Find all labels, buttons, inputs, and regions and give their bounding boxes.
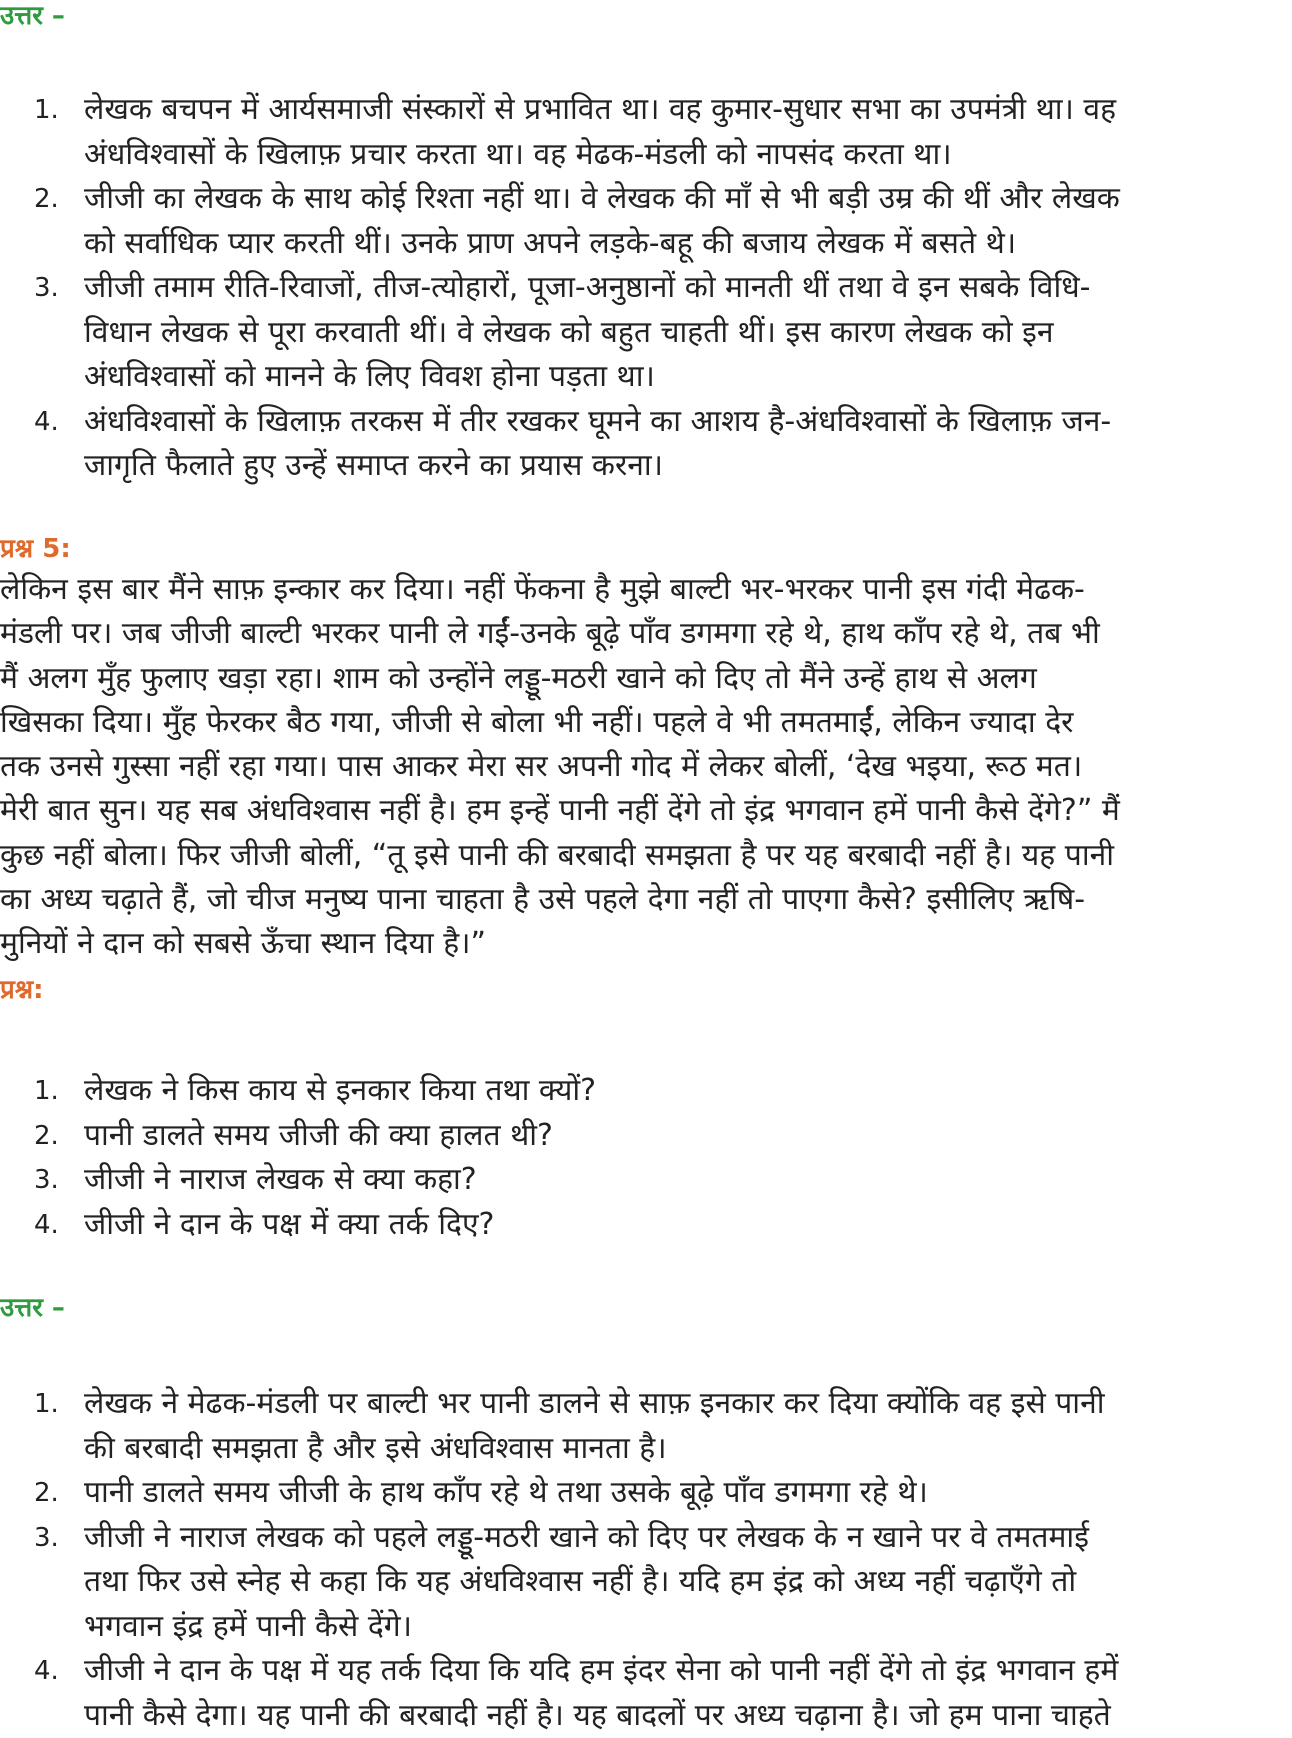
question-item-3 bbox=[0, 1158, 1290, 1203]
answer-1-item-1 bbox=[0, 88, 1290, 177]
item-number: 2. bbox=[34, 1114, 59, 1159]
questions-heading: प्रश्न: bbox=[0, 974, 44, 1006]
answer-list-1 bbox=[0, 88, 1290, 489]
passage-line: मुनियों ने दान को सबसे ऊँचा स्थान दिया है।” bbox=[0, 922, 1292, 966]
item-line: जीजी का लेखक के साथ कोई रिश्ता नहीं था। वे लेखक की माँ से भी बड़ी उम्र की थीं और लेखक bbox=[84, 177, 1290, 222]
question-list bbox=[0, 1069, 1290, 1247]
item-line: जीजी ने नाराज लेखक से क्या कहा? bbox=[84, 1158, 1290, 1203]
answer-2-item-3 bbox=[0, 1516, 1290, 1650]
item-line: भगवान इंद्र हमें पानी कैसे देंगे। bbox=[84, 1605, 1290, 1650]
question-5-heading: प्रश्न 5: bbox=[0, 533, 71, 565]
item-line: अंधविश्वासों के खिलाफ़ तरकस में तीर रखकर घूमने का आशय है-अंधविश्वासों के खिलाफ़ जन- bbox=[84, 400, 1290, 445]
answer-heading-2: उत्तर – bbox=[0, 1292, 65, 1324]
item-line: जीजी तमाम रीति-रिवाजों, तीज-त्योहारों, पूजा-अनुष्ठानों को मानती थीं तथा वे इन सबके विधि- bbox=[84, 266, 1290, 311]
passage-line: लेकिन इस बार मैंने साफ़ इन्कार कर दिया। नहीं फेंकना है मुझे बाल्टी भर-भरकर पानी इस गंदी मेढक- bbox=[0, 568, 1292, 612]
item-line: जीजी ने दान के पक्ष में क्या तर्क दिए? bbox=[84, 1203, 1290, 1248]
item-line: पानी डालते समय जीजी के हाथ काँप रहे थे तथा उसके बूढ़े पाँव डगमगा रहे थे। bbox=[84, 1471, 1290, 1516]
item-line: अंधविश्वासों को मानने के लिए विवश होना पड़ता था। bbox=[84, 355, 1290, 400]
item-number: 1. bbox=[34, 88, 59, 133]
item-line: को सर्वाधिक प्यार करती थीं। उनके प्राण अपने लड़के-बहू की बजाय लेखक में बसते थे। bbox=[84, 222, 1290, 267]
item-number: 4. bbox=[34, 400, 59, 445]
passage-line: मंडली पर। जब जीजी बाल्टी भरकर पानी ले गईं-उनके बूढ़े पाँव डगमगा रहे थे, हाथ काँप रहे थे, तब भी bbox=[0, 612, 1292, 656]
item-line: विधान लेखक से पूरा करवाती थीं। वे लेखक को बहुत चाहती थीं। इस कारण लेखक को इन bbox=[84, 311, 1290, 356]
answer-heading-1: उत्तर – bbox=[0, 0, 65, 32]
item-line: लेखक बचपन में आर्यसमाजी संस्कारों से प्रभावित था। वह कुमार-सुधार सभा का उपमंत्री था। वह bbox=[84, 88, 1290, 133]
item-line: जीजी ने दान के पक्ष में यह तर्क दिया कि यदि हम इंदर सेना को पानी नहीं देंगे तो इंद्र भगवान हमें bbox=[84, 1649, 1290, 1694]
item-number: 4. bbox=[34, 1649, 59, 1694]
item-number: 3. bbox=[34, 266, 59, 311]
passage-line: खिसका दिया। मुँह फेरकर बैठ गया, जीजी से बोला भी नहीं। पहले वे भी तमतमाईं, लेकिन ज्यादा देर bbox=[0, 701, 1292, 745]
item-line: तथा फिर उसे स्नेह से कहा कि यह अंधविश्वास नहीं है। यदि हम इंद्र को अध्य नहीं चढ़ाएँगे तो bbox=[84, 1560, 1290, 1605]
item-line: पानी डालते समय जीजी की क्या हालत थी? bbox=[84, 1114, 1290, 1159]
answer-1-item-3 bbox=[0, 266, 1290, 400]
item-line: लेखक ने किस काय से इनकार किया तथा क्यों? bbox=[84, 1069, 1290, 1114]
item-number: 4. bbox=[34, 1203, 59, 1248]
passage-line: का अध्य चढ़ाते हैं, जो चीज मनुष्य पाना चाहता है उसे पहले देगा नहीं तो पाएगा कैसे? इसीलिए ऋषि- bbox=[0, 878, 1292, 922]
answer-1-item-2 bbox=[0, 177, 1290, 266]
item-number: 1. bbox=[34, 1069, 59, 1114]
question-item-1 bbox=[0, 1069, 1290, 1114]
item-number: 3. bbox=[34, 1158, 59, 1203]
item-number: 1. bbox=[34, 1382, 59, 1427]
item-line: पानी कैसे देगा। यह पानी की बरबादी नहीं है। यह बादलों पर अध्य चढ़ाना है। जो हम पाना चाहते bbox=[84, 1694, 1290, 1738]
passage-line: कुछ नहीं बोला। फिर जीजी बोलीं, “तू इसे पानी की बरबादी समझता है पर यह बरबादी नहीं है। यह पानी bbox=[0, 834, 1292, 878]
passage-line: मैं अलग मुँह फुलाए खड़ा रहा। शाम को उन्होंने लड्डू-मठरी खाने को दिए तो मैंने उन्हें हाथ से अलग bbox=[0, 657, 1292, 701]
question-item-4 bbox=[0, 1203, 1290, 1248]
passage-line: मेरी बात सुन। यह सब अंधविश्वास नहीं है। हम इन्हें पानी नहीं देंगे तो इंद्र भगवान हमें पानी कैसे देंगे?” मैं bbox=[0, 789, 1292, 833]
item-line: की बरबादी समझता है और इसे अंधविश्वास मानता है। bbox=[84, 1427, 1290, 1472]
item-line: लेखक ने मेढक-मंडली पर बाल्टी भर पानी डालने से साफ़ इनकार कर दिया क्योंकि वह इसे पानी bbox=[84, 1382, 1290, 1427]
item-number: 2. bbox=[34, 1471, 59, 1516]
item-line: अंधविश्वासों के खिलाफ़ प्रचार करता था। वह मेढक-मंडली को नापसंद करता था। bbox=[84, 133, 1290, 178]
passage-line: तक उनसे गुस्सा नहीं रहा गया। पास आकर मेरा सर अपनी गोद में लेकर बोलीं, ‘देख भइया, रूठ मत। bbox=[0, 745, 1292, 789]
item-number: 2. bbox=[34, 177, 59, 222]
item-line: जीजी ने नाराज लेखक को पहले लड्डू-मठरी खाने को दिए पर लेखक के न खाने पर वे तमतमाई bbox=[84, 1516, 1290, 1561]
question-item-2 bbox=[0, 1114, 1290, 1159]
answer-2-item-4 bbox=[0, 1649, 1290, 1738]
answer-list-2 bbox=[0, 1382, 1290, 1738]
item-line: जागृति फैलाते हुए उन्हें समाप्त करने का प्रयास करना। bbox=[84, 444, 1290, 489]
passage-text bbox=[0, 568, 1292, 967]
answer-2-item-2 bbox=[0, 1471, 1290, 1516]
item-number: 3. bbox=[34, 1516, 59, 1561]
answer-1-item-4 bbox=[0, 400, 1290, 489]
answer-2-item-1 bbox=[0, 1382, 1290, 1471]
